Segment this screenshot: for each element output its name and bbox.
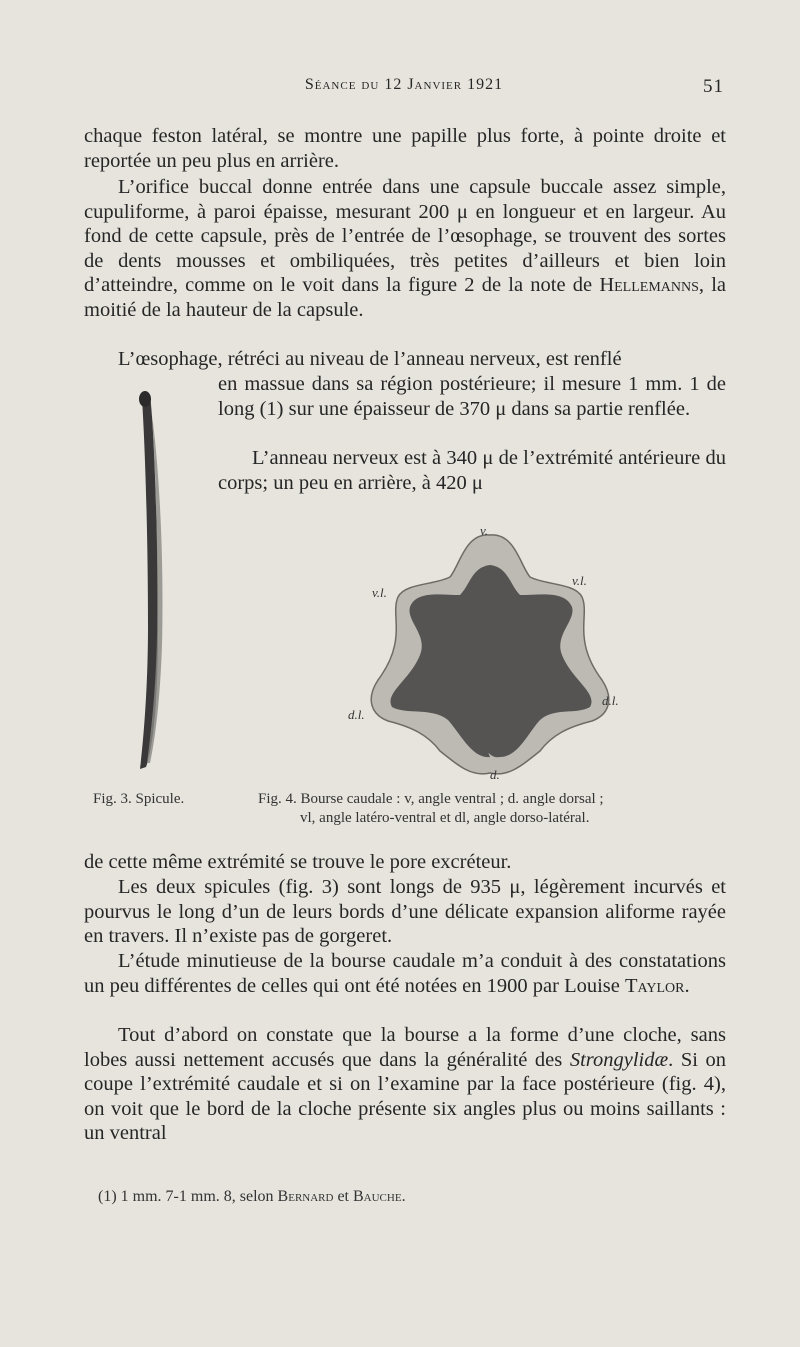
paragraph-8-text-a: Tout d’abord on constate que la bourse a la forme d’une cloche, sans lobes aussi nettement accusés que dans la généralité des bbox=[84, 1024, 726, 1071]
figure-4-caption-line-2: vl, angle latéro-ventral et dl, angle dorso-latéral. bbox=[300, 810, 590, 826]
author-name-taylor: Taylor bbox=[625, 974, 685, 997]
paragraph-8 bbox=[84, 1023, 726, 1146]
paragraph-2 bbox=[84, 175, 726, 323]
figure-4-caption bbox=[258, 790, 728, 828]
footnote-name-bernard: Bernard bbox=[277, 1188, 334, 1205]
label-latero-ventral-right: v.l. bbox=[572, 573, 587, 588]
paragraph-3-continued: en massue dans sa région postérieure; il mesure 1 mm. 1 de long (1) sur une épaisseur de 370 μ dans sa partie renflée. bbox=[218, 373, 726, 420]
paragraph-5: de cette même extrémité se trouve le pore excréteur. bbox=[84, 851, 512, 873]
figure-4-bursa-drawing bbox=[340, 515, 640, 785]
label-ventral: v. bbox=[480, 523, 489, 538]
figure-4-caption-line-1: Fig. 4. Bourse caudale : v, angle ventral ; d. angle dorsal ; bbox=[258, 791, 604, 807]
paragraph-7 bbox=[84, 949, 726, 998]
figure-3-caption: Fig. 3. Spicule. bbox=[93, 791, 185, 807]
footnote bbox=[98, 1187, 718, 1207]
footnote-name-bauche: Bauche bbox=[353, 1188, 402, 1205]
label-dorsal: d. bbox=[490, 767, 500, 782]
genus-strongylidae: Strongylidæ bbox=[569, 1048, 669, 1071]
paragraph-6: Les deux spicules (fig. 3) sont longs de 935 μ, légèrement incurvés et pourvus le long d’un de leurs bords d’une délicate expansion aliforme rayée en travers. Il n’existe pas de gorgeret. bbox=[84, 876, 726, 948]
footnote-text-a: (1) 1 mm. 7-1 mm. 8, selon bbox=[98, 1188, 278, 1205]
paragraph-3-first-line: L’œsophage, rétréci au niveau de l’anneau nerveux, est renflé bbox=[118, 348, 622, 370]
paragraph-7-text-b: . bbox=[684, 974, 690, 997]
page-number: 51 bbox=[703, 76, 724, 97]
label-dorso-lateral-right: d.l. bbox=[602, 693, 619, 708]
figure-3-spicule-drawing bbox=[120, 385, 180, 780]
paragraph-2-text-a: L’orifice buccal donne entrée dans une capsule buccale assez simple, cupuliforme, à paroi épaisse, mesurant 200 μ en longueur et en largeur. Au fond de cette capsule, près de l’entrée de l’œsophage, se trouvent des sortes de dents mousses et ombiliquées, très petites d’ailleurs et bien loin d’atteindre, comme on le voit dans la figure 2 de la note de bbox=[84, 176, 726, 297]
footnote-text-b: et bbox=[333, 1188, 353, 1205]
paragraph-7-text-a: L’étude minutieuse de la bourse caudale m’a conduit à des constatations un peu différentes de celles qui ont été notées en 1900 par Louise bbox=[84, 950, 726, 997]
paragraph-8-text-b: . Si on coupe l’extrémité caudale et si on l’examine par la face postérieure (fig. 4), on voit que le bord de la cloche présente six angles plus ou moins saillants : un ventral bbox=[84, 1048, 726, 1145]
label-dorso-lateral-left: d.l. bbox=[348, 707, 365, 722]
author-name-hellemanns: Hellemanns bbox=[599, 274, 699, 297]
paragraph-4: L’anneau nerveux est à 340 μ de l’extrémité antérieure du corps; un peu en arrière, à 420 μ bbox=[218, 447, 726, 494]
paragraph-1: chaque feston latéral, se montre une papille plus forte, à pointe droite et reportée un peu plus en arrière. bbox=[84, 125, 726, 172]
running-title: Séance du 12 Janvier 1921 bbox=[304, 76, 504, 93]
label-latero-ventral-left: v.l. bbox=[372, 585, 387, 600]
running-header bbox=[84, 76, 724, 102]
paragraph-2-text-b: , la moitié de la hauteur de la capsule. bbox=[84, 274, 727, 321]
footnote-text-c: . bbox=[401, 1188, 406, 1205]
